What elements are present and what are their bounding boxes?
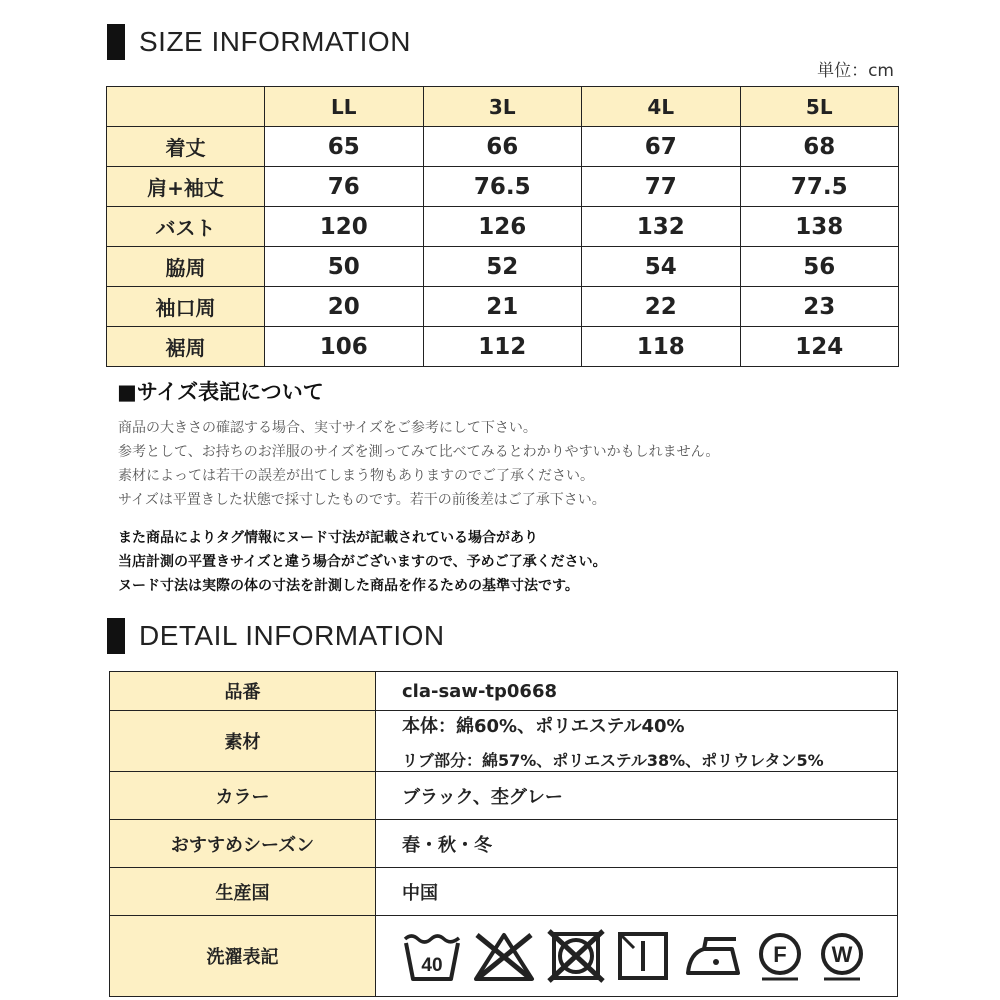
size-cell: 76.5 — [423, 167, 582, 207]
size-cell: 132 — [582, 207, 741, 247]
size-cell: 120 — [265, 207, 424, 247]
unit-label: 単位：cm — [817, 61, 894, 81]
size-row-label: 袖口周 — [107, 287, 265, 327]
size-row-length — [107, 127, 899, 167]
size-row-armhole — [107, 247, 899, 287]
size-table-header-row — [107, 87, 899, 127]
size-column-header: 4L — [582, 87, 741, 127]
size-cell: 23 — [740, 287, 899, 327]
size-row-hem — [107, 327, 899, 367]
size-cell: 118 — [582, 327, 741, 367]
detail-value: 中国 — [376, 868, 898, 916]
size-cell: 77.5 — [740, 167, 899, 207]
size-cell: 126 — [423, 207, 582, 247]
size-cell: 124 — [740, 327, 899, 367]
note-line: サイズは平置きした状態で採寸したものです。若干の前後差はご了承下さい。 — [118, 492, 606, 508]
size-cell: 76 — [265, 167, 424, 207]
detail-value — [376, 711, 898, 772]
size-section-title: SIZE INFORMATION — [139, 26, 411, 57]
size-cell: 138 — [740, 207, 899, 247]
size-cell: 66 — [423, 127, 582, 167]
section-marker — [107, 618, 125, 654]
care-icons — [402, 929, 897, 983]
detail-row-color — [110, 772, 898, 820]
detail-row-care — [110, 916, 898, 997]
detail-label: カラー — [110, 772, 376, 820]
size-row-cuff — [107, 287, 899, 327]
size-row-label: 肩+袖丈 — [107, 167, 265, 207]
detail-section-title: DETAIL INFORMATION — [139, 620, 445, 651]
detail-row-material — [110, 711, 898, 772]
size-cell: 50 — [265, 247, 424, 287]
size-table-corner-cell — [107, 87, 265, 127]
size-cell: 22 — [582, 287, 741, 327]
size-cell: 20 — [265, 287, 424, 327]
size-table — [106, 86, 899, 367]
detail-value: cla-saw-tp0668 — [376, 672, 898, 711]
size-row-label: 脇周 — [107, 247, 265, 287]
dry-clean-f-icon — [754, 929, 806, 983]
note-bold-line: 当店計測の平置きサイズと違う場合がございますので、予めご了承ください。 — [118, 554, 607, 570]
size-cell: 67 — [582, 127, 741, 167]
size-cell: 68 — [740, 127, 899, 167]
dry-clean-letter: F — [773, 942, 787, 967]
material-rib: リブ部分：綿57%、ポリエステル38%、ポリウレタン5% — [402, 750, 824, 770]
size-cell: 56 — [740, 247, 899, 287]
detail-row-origin — [110, 868, 898, 916]
size-section-header — [107, 24, 411, 60]
care-icons-cell — [376, 916, 898, 997]
detail-label: 洗濯表記 — [110, 916, 376, 997]
size-notes-title: ■サイズ表記について — [117, 380, 324, 404]
size-cell: 54 — [582, 247, 741, 287]
wet-clean-letter: W — [831, 942, 853, 967]
note-bold-line: ヌード寸法は実際の体の寸法を計測した商品を作るための基準寸法です。 — [118, 578, 579, 594]
material-main: 本体：綿60%、ポリエステル40% — [402, 715, 685, 737]
size-cell: 21 — [423, 287, 582, 327]
detail-label: 素材 — [110, 711, 376, 772]
size-row-label: 裾周 — [107, 327, 265, 367]
line-dry-icon — [616, 929, 670, 983]
detail-row-product-code — [110, 672, 898, 711]
size-row-label: 着丈 — [107, 127, 265, 167]
note-line: 素材によっては若干の誤差が出てしまう物もありますのでご了承ください。 — [118, 468, 594, 484]
section-marker — [107, 24, 125, 60]
no-tumble-dry-icon — [546, 929, 606, 983]
note-line: 商品の大きさの確認する場合、実寸サイズをご参考にして下さい。 — [118, 420, 537, 436]
size-column-header: 3L — [423, 87, 582, 127]
size-row-shoulder-sleeve — [107, 167, 899, 207]
detail-label: おすすめシーズン — [110, 820, 376, 868]
size-cell: 77 — [582, 167, 741, 207]
size-notes-emphasis — [118, 526, 607, 598]
size-cell: 112 — [423, 327, 582, 367]
no-bleach-icon — [472, 929, 536, 983]
note-line: 参考として、お持ちのお洋服のサイズを測ってみて比べてみるとわかりやすいかもしれません。 — [118, 444, 720, 460]
size-cell: 52 — [423, 247, 582, 287]
detail-row-season — [110, 820, 898, 868]
size-row-label: バスト — [107, 207, 265, 247]
detail-value: ブラック、杢グレー — [376, 772, 898, 820]
size-column-header: LL — [265, 87, 424, 127]
wet-clean-w-icon — [816, 929, 868, 983]
size-notes-body — [118, 416, 719, 512]
size-column-header: 5L — [740, 87, 899, 127]
wash-40-icon — [402, 929, 462, 983]
size-cell: 65 — [265, 127, 424, 167]
size-row-bust — [107, 207, 899, 247]
detail-label: 品番 — [110, 672, 376, 711]
detail-label: 生産国 — [110, 868, 376, 916]
wash-temp-label: 40 — [421, 955, 443, 976]
size-cell: 106 — [265, 327, 424, 367]
iron-low-icon — [680, 929, 744, 983]
detail-value: 春・秋・冬 — [376, 820, 898, 868]
detail-section-header — [107, 618, 445, 654]
detail-table — [109, 671, 898, 997]
note-bold-line: また商品によりタグ情報にヌード寸法が記載されている場合があり — [118, 530, 538, 546]
